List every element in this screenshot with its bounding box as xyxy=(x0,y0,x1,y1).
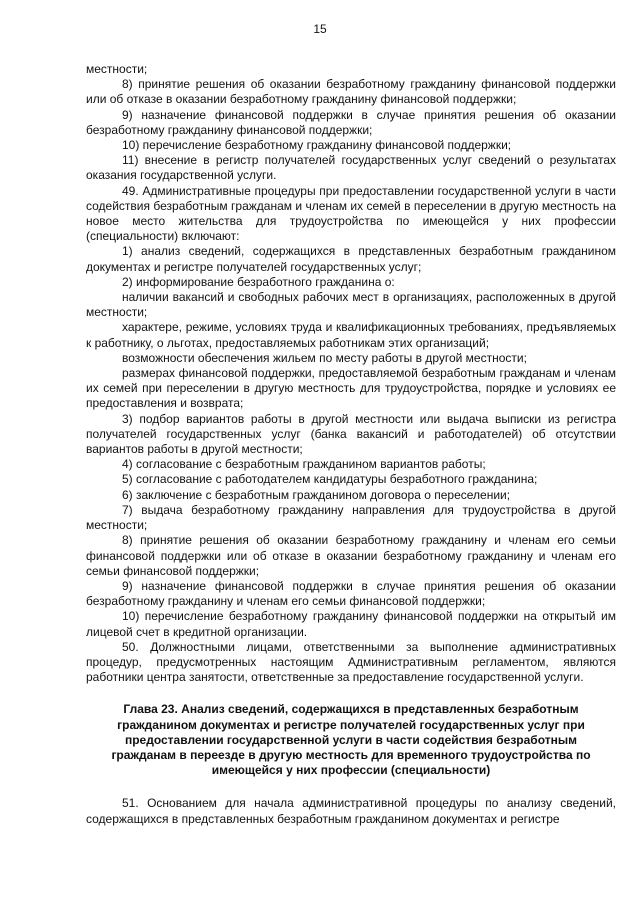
paragraph: 2) информирование безработного гражданина о: xyxy=(122,274,395,289)
paragraph: 50. Должностными лицами, ответственными за выполнение административных процедур, предусмотренных настоящим Административным регламентом, являются работники центра занятости, ответственные за предоставление государственной услуги. xyxy=(86,639,616,685)
paragraph: местности; xyxy=(86,62,148,76)
paragraph: 49. Административные процедуры при предоставлении государственной услуги в части содействия безработным гражданам и членам их семей в переселении в другую местность на новое место жительства для трудоустройства по имеющейся у них профессии (специальности) включают: xyxy=(86,183,616,244)
paragraph: 9) назначение финансовой поддержки в случае принятия решения об оказании безработному гражданину и членам его семьи финансовой поддержки; xyxy=(86,578,616,609)
paragraph: 3) подбор вариантов работы в другой местности или выдача выписки из регистра получателей государственных услуг (банка вакансий и работодателей) об отсутствии вариантов работы в другой местности; xyxy=(86,411,616,457)
chapter-heading: Глава 23. Анализ сведений, содержащихся в представленных безработным гражданином документах и регистре получателей государственных услуг при предоставлении государственной услуги в части содействия безработным гражданам в переезде в другую местность для временного трудоустройства по имеющейся у них профессии (специальности) xyxy=(111,702,591,778)
paragraph: 11) внесение в регистр получателей государственных услуг сведений о результатах оказания государственной услуги. xyxy=(86,153,616,183)
paragraph: 5) согласование с работодателем кандидатуры безработного гражданина; xyxy=(122,472,538,487)
paragraph: наличии вакансий и свободных рабочих мест в организациях, расположенных в другой местности; xyxy=(86,290,616,320)
paragraph: 10) перечисление безработному гражданину финансовой поддержки на открытый им лицевой счет в кредитной организации. xyxy=(86,609,616,639)
paragraphs-before xyxy=(86,62,616,685)
paragraph: 8) принятие решения об оказании безработному гражданину финансовой поддержки или об отказе в оказании безработному гражданину финансовой поддержки; xyxy=(86,77,616,107)
paragraphs-after xyxy=(86,796,616,826)
paragraph: 4) согласование с безработным гражданином вариантов работы; xyxy=(122,457,486,472)
paragraph: 1) анализ сведений, содержащихся в представленных безработным гражданином документах и регистре получателей государственных услуг; xyxy=(86,244,616,274)
paragraph: 9) назначение финансовой поддержки в случае принятия решения об оказании безработному гражданину финансовой поддержки; xyxy=(86,107,616,137)
paragraph: размерах финансовой поддержки, предоставляемой безработным гражданам и членам их семей при переселении в другую местность для трудоустройства, порядке и условиях ее предоставления и возврата; xyxy=(86,366,616,411)
paragraph: возможности обеспечения жильем по месту работы в другой местности; xyxy=(122,350,527,365)
paragraph: 7) выдача безработному гражданину направления для трудоустройства в другой местности; xyxy=(86,502,616,533)
page-number: 15 xyxy=(313,22,327,36)
paragraph: 6) заключение с безработным гражданином договора о переселении; xyxy=(122,487,511,502)
paragraph: 51. Основанием для начала административной процедуры по анализу сведений, содержащихся в представленных безработным гражданином документах и регистре xyxy=(86,796,616,826)
paragraph: 10) перечисление безработному гражданину финансовой поддержки; xyxy=(122,138,512,153)
paragraph: характере, режиме, условиях труда и квалификационных требованиях, предъявляемых к работнику, о льготах, предоставляемых работникам этих организаций; xyxy=(86,320,616,350)
paragraph: 8) принятие решения об оказании безработному гражданину и членам его семьи финансовой поддержки или об отказе в оказании безработному гражданину и членам его семьи финансовой поддержки; xyxy=(86,533,616,578)
document-body xyxy=(86,62,616,827)
